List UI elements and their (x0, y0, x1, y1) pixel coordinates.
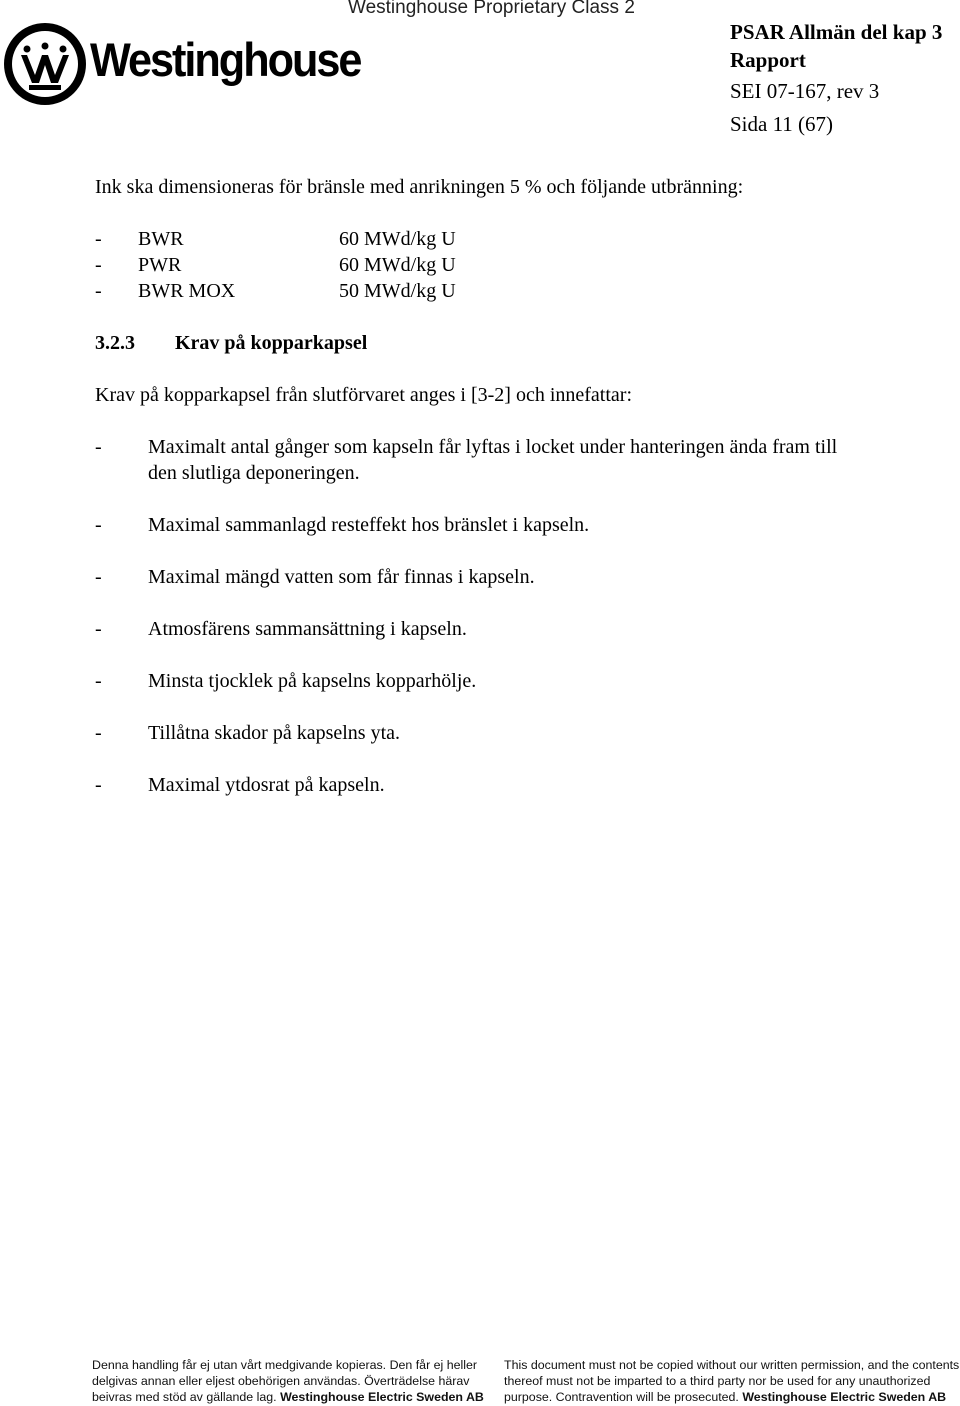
burnup-value: 60 MWd/kg U (339, 228, 456, 250)
footer-company: Westinghouse Electric Sweden AB (280, 1390, 484, 1404)
list-bullet: - (95, 566, 102, 588)
footer-line: delgivas annan eller eljest obehörigen användas. Överträdelse härav (92, 1374, 470, 1388)
list-bullet: - (95, 670, 102, 692)
westinghouse-circle-w-icon (2, 21, 88, 107)
requirements-intro: Krav på kopparkapsel från slutförvaret anges i [3-2] och innefattar: (95, 384, 633, 406)
requirement-item-continuation: den slutliga deponeringen. (148, 462, 360, 484)
burnup-fuel-type: BWR (138, 228, 184, 250)
footer-line (504, 1389, 959, 1405)
document-id: SEI 07-167, rev 3 (730, 79, 880, 103)
requirement-item: Maximal sammanlagd resteffekt hos bränslet i kapseln. (148, 514, 590, 536)
requirement-item: Atmosfärens sammansättning i kapseln. (148, 618, 467, 640)
page-number: Sida 11 (67) (730, 112, 834, 136)
list-bullet: - (95, 228, 102, 250)
list-bullet: - (95, 254, 102, 276)
footer-line-text: beivras med stöd av gällande lag. (92, 1390, 277, 1404)
footer-line: thereof must not be imparted to a third party nor be used for any unauthorized (504, 1374, 931, 1388)
requirement-item: Tillåtna skador på kapselns yta. (148, 722, 401, 744)
footer-line-text: purpose. Contravention will be prosecuted. (504, 1390, 739, 1404)
logo-wordmark: Westinghouse (90, 33, 361, 86)
document-title: PSAR Allmän del kap 3 (730, 20, 943, 44)
document-type: Rapport (730, 48, 806, 72)
westinghouse-logo (2, 18, 361, 110)
footer-company: Westinghouse Electric Sweden AB (742, 1390, 947, 1404)
section-number: 3.2.3 (95, 332, 135, 354)
requirement-item: Maximal mängd vatten som får finnas i kapseln. (148, 566, 535, 588)
list-bullet: - (95, 618, 102, 640)
burnup-fuel-type: BWR MOX (138, 280, 236, 302)
classification-label: Westinghouse Proprietary Class 2 (348, 0, 635, 18)
footer-line: This document must not be copied without our written permission, and the contents (504, 1358, 960, 1372)
requirement-item: Minsta tjocklek på kapselns kopparhölje. (148, 670, 477, 692)
list-bullet: - (95, 436, 102, 458)
requirement-item: Maximalt antal gånger som kapseln får lyftas i locket under hanteringen ända fram till (148, 436, 838, 458)
footer-notice-swedish (92, 1357, 484, 1405)
footer-line: Denna handling får ej utan vårt medgivande kopieras. Den får ej heller (92, 1358, 478, 1372)
list-bullet: - (95, 774, 102, 796)
list-bullet: - (95, 280, 102, 302)
footer-notice-english (504, 1357, 959, 1405)
burnup-fuel-type: PWR (138, 254, 182, 276)
requirement-item: Maximal ytdosrat på kapseln. (148, 774, 385, 796)
list-bullet: - (95, 514, 102, 536)
footer-line (92, 1389, 484, 1405)
section-heading: Krav på kopparkapsel (175, 332, 368, 354)
burnup-value: 60 MWd/kg U (339, 254, 456, 276)
intro-paragraph: Ink ska dimensioneras för bränsle med anrikningen 5 % och följande utbränning: (95, 176, 744, 198)
list-bullet: - (95, 722, 102, 744)
burnup-value: 50 MWd/kg U (339, 280, 456, 302)
